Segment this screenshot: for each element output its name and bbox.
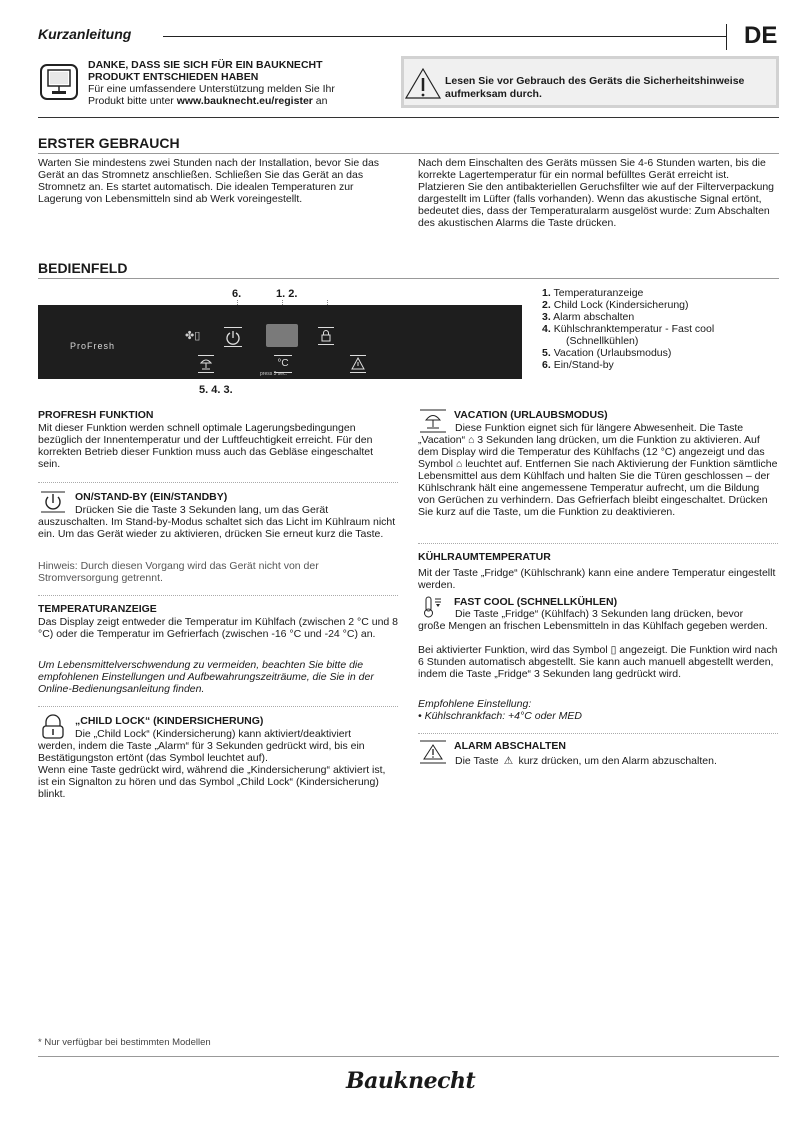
fast-cool-text-first: Die Taste „Fridge“ (Kühlfach) 3 Sekunden lang drücken, bevor — [455, 608, 744, 620]
control-panel-legend — [542, 287, 714, 371]
alarm-text-prefix: Die Taste — [455, 755, 499, 767]
recommended-setting-value: • Kühlschrankfach: +4°C oder MED — [418, 710, 582, 722]
first-use-text-right: Nach dem Einschalten des Geräts müssen Sie 4-6 Stunden warten, bis die korrekte Lagertemperatur für ein normal befülltes Gerät erreicht ist. Platzieren Sie den antibakteriellen Geruchsfilter wie auf der Filterverpackung dargestellt im Lüfter (falls vorhanden). Wenn das akustische Signal ertönt, bedeutet dies, dass der Temperaturalarm ausgelöst wurde: Zum Abschalten des akustischen Alarms die Taste drücken. — [418, 157, 775, 229]
legend-item: 5. Vacation (Urlaubsmodus) — [542, 347, 672, 359]
language-code: DE — [744, 22, 778, 49]
fan-thermo-icon: ✤▯ — [185, 330, 201, 342]
child-lock-text: werden, indem die Taste „Alarm“ für 3 Sekunden gedrückt wird, bis ein Bestätigungston ertönt (das Symbol leuchtet auf). — [38, 740, 365, 764]
section-rule — [38, 153, 779, 154]
temperature-display — [266, 324, 298, 347]
legend-item: 2. Child Lock (Kindersicherung) — [542, 299, 689, 311]
vacation-text-first: Diese Funktion eignet sich für längere Abwesenheit. Die Taste — [455, 422, 744, 434]
vacation-button — [198, 355, 214, 373]
fridge-temperature-title: KÜHLRAUMTEMPERATUR — [418, 551, 551, 563]
standby-button — [224, 327, 242, 347]
safety-notice-line2: aufmerksam durch. — [445, 88, 542, 100]
child-lock-title: „CHILD LOCK“ (KINDERSICHERUNG) — [75, 715, 264, 727]
legend-item: 6. Ein/Stand-by — [542, 359, 614, 371]
header-bottom-rule — [38, 117, 779, 118]
fast-cool-thermometer-icon — [422, 595, 444, 619]
warning-triangle-icon — [404, 66, 442, 100]
child-lock-text-second: Wenn eine Taste gedrückt wird, während die „Kindersicherung“ aktiviert ist, ist ein Signalton zu hören und das Symbol „Child Lock“ (Kindersicherung) blinkt. — [38, 764, 386, 800]
divider — [38, 595, 398, 596]
standby-text-first: Drücken Sie die Taste 3 Sekunden lang, um das Gerät — [75, 504, 329, 516]
divider — [38, 482, 398, 483]
registration-heading-line2: PRODUKT ENTSCHIEDEN HABEN — [88, 71, 259, 83]
registration-text-suffix: an — [312, 95, 328, 107]
document-title: Kurzanleitung — [38, 26, 132, 42]
alarm-text — [455, 755, 785, 767]
fast-cool-text-second: Bei aktivierter Funktion, wird das Symbol ▯ angezeigt. Die Funktion wird nach 6 Stunden automatisch abgestellt. Sie kann auch manuell abgestellt werden, indem die Taste „Fridge“ 3 Sekunden lang gedrückt wird. — [418, 644, 778, 680]
callout-5-4-3: 5. 4. 3. — [199, 384, 233, 396]
legend-item: 3. Alarm abschalten — [542, 311, 635, 323]
safety-notice-text — [445, 75, 775, 101]
section-title-first-use: ERSTER GEBRAUCH — [38, 135, 180, 151]
fast-cool-text: große Mengen an frischen Lebensmitteln in das Kühlfach gegeben werden. — [418, 620, 768, 632]
alarm-button — [350, 355, 366, 373]
profresh-text: Mit dieser Funktion werden schnell optimale Lagerungsbedingungen bezüglich der Innentemperatur und der Luftfeuchtigkeit erreicht. Für den korrekten Betrieb dieser Funktion muss auch das Gebläse eingeschaltet sein. — [38, 422, 374, 470]
lock-icon — [40, 714, 66, 740]
vacation-title: VACATION (URLAUBSMODUS) — [454, 409, 608, 421]
header-rule — [163, 36, 726, 37]
divider — [38, 706, 398, 707]
profresh-title: PROFRESH FUNKTION — [38, 409, 154, 421]
temperature-display-note: Um Lebensmittelverschwendung zu vermeiden, beachten Sie bitte die empfohlenen Einstellungen und Aufbewahrungszeiträume, die Sie in der Online-Bedienungsanleitung finden. — [38, 659, 374, 695]
vacation-text: „Vacation“ ⌂ 3 Sekunden lang drücken, um die Funktion zu aktivieren. Auf dem Display wird die Temperatur des Kühlfachs (12 °C) angezeigt und das Symbol ⌂ leuchtet auf. Entfernen Sie nach Aktivierung der Funktion sämtliche Lebensmittel aus dem Kühlfach und halten Sie die Türen geschlossen – der Kühlschrank hält eine angemessene Temperatur aufrecht, um die Bildung von Gerüchen zu verhindern. Das Gefrierfach bleibt eingeschaltet. Drücken Sie kurz auf die Taste, um die Funktion zu deaktivieren. — [418, 434, 778, 518]
footer-rule — [38, 1056, 779, 1057]
section-title-control-panel: BEDIENFELD — [38, 260, 128, 276]
legend-item: 1. Temperaturanzeige — [542, 287, 644, 299]
brand-logo: Bauknecht — [346, 1068, 476, 1094]
alarm-text-suffix: kurz drücken, um den Alarm abzuschalten. — [518, 755, 717, 767]
temperature-display-title: TEMPERATURANZEIGE — [38, 603, 157, 615]
fridge-temperature-button: °C — [274, 355, 292, 373]
registration-text-prefix: Produkt bitte unter — [88, 95, 177, 107]
registration-message — [88, 59, 388, 107]
child-lock-text-first: Die „Child Lock“ (Kindersicherung) kann aktiviert/deaktiviert — [75, 728, 352, 740]
divider — [418, 543, 778, 544]
recommended-setting-label: Empfohlene Einstellung: — [418, 698, 532, 710]
vacation-icon — [418, 408, 448, 434]
alarm-inline-icon: ⚠ — [503, 755, 514, 767]
standby-text: auszuschalten. Im Stand-by-Modus schaltet sich das Licht im Kühlraum nicht ein. Um das Gerät wieder zu aktivieren, drücken Sie erneut kurz die Taste. — [38, 516, 396, 540]
callout-6: 6. — [232, 288, 242, 300]
divider — [418, 733, 778, 734]
press-hint: press 3 sec. — [260, 371, 287, 377]
legend-item: (Schnellkühlen) — [566, 335, 639, 347]
alarm-title: ALARM ABSCHALTEN — [454, 740, 566, 752]
registration-heading-line1: DANKE, DASS SIE SICH FÜR EIN BAUKNECHT — [88, 59, 323, 71]
callout-1-2: 1. 2. — [276, 288, 298, 300]
standby-note: Hinweis: Durch diesen Vorgang wird das Gerät nicht von der Stromversorgung getrennt. — [38, 560, 319, 584]
footnote: * Nur verfügbar bei bestimmten Modellen — [38, 1037, 211, 1048]
computer-monitor-icon — [40, 64, 78, 100]
alarm-triangle-icon — [418, 739, 448, 765]
fast-cool-title: FAST COOL (SCHNELLKÜHLEN) — [454, 596, 618, 608]
section-rule — [38, 278, 779, 279]
legend-item: 4. Kühlschranktemperatur - Fast cool — [542, 323, 715, 335]
registration-link[interactable]: www.bauknecht.eu/register — [176, 95, 313, 107]
first-use-text-left: Warten Sie mindestens zwei Stunden nach der Installation, bevor Sie das Gerät an das Stromnetz anschließen. Schließen Sie das Gerät an das Stromnetz an. Es startet automatisch. Die idealen Temperaturen zur Lagerung von Lebensmitteln sind ab Werk voreingestellt. — [38, 157, 380, 205]
registration-text-line1: Für eine umfassendere Unterstützung melden Sie Ihr — [88, 83, 335, 95]
standby-title: ON/STAND-BY (EIN/STANDBY) — [75, 491, 228, 503]
control-panel-illustration — [38, 305, 522, 379]
safety-notice-line1: Lesen Sie vor Gebrauch des Geräts die Sicherheitshinweise — [445, 75, 745, 87]
panel-label-profresh: ProFresh — [70, 341, 116, 351]
temperature-display-text: Das Display zeigt entweder die Temperatur im Kühlfach (zwischen 2 °C und 8 °C) oder die Temperatur im Gefrierfach (zwischen -16 °C und -24 °C) an. — [38, 616, 399, 640]
fridge-temperature-text: Mit der Taste „Fridge“ (Kühlschrank) kann eine andere Temperatur eingestellt werden. — [418, 567, 776, 591]
child-lock-button — [318, 327, 334, 345]
header-divider — [726, 24, 727, 50]
power-icon — [40, 490, 66, 514]
